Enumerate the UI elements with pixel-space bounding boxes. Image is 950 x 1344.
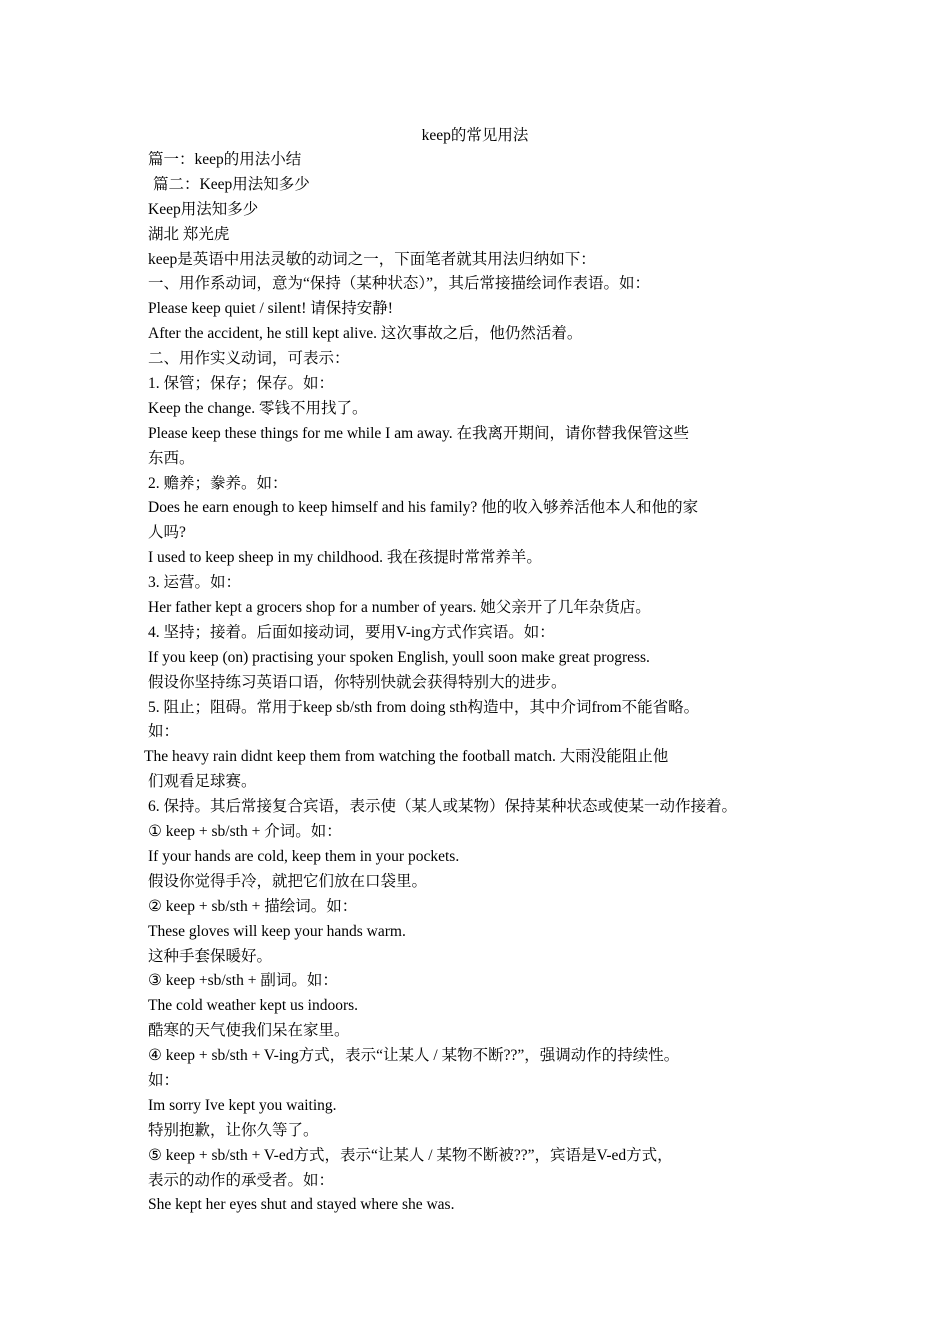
text-line: 1. 保管；保存；保存。如： (148, 375, 335, 393)
text-line: 湖北 郑光虎 (148, 225, 230, 243)
text-line: Please keep quiet / silent! 请保持安静! (148, 300, 393, 318)
text-line: The cold weather kept us indoors. (148, 997, 359, 1015)
text-line: 6. 保持。其后常接复合宾语，表示使（某人或某物）保持某种状态或使某一动作接着。 (148, 798, 738, 816)
text-line: Keep用法知多少 (148, 200, 259, 218)
text-line: 们观看足球赛。 (148, 773, 257, 791)
text-line: ⑤ keep + sb/sth + V-ed方式，表示“让某人 / 某物不断被??”，宾语是V-ed方式， (148, 1146, 673, 1164)
text-line: 2. 赡养；豢养。如： (148, 474, 288, 492)
text-line: ② keep + sb/sth + 描绘词。如： (148, 897, 358, 915)
text-line: 如： (148, 723, 180, 741)
text-line: 二、用作实义动词，可表示： (148, 350, 350, 368)
text-line: If your hands are cold, keep them in your pockets. (148, 847, 460, 865)
text-line: ④ keep + sb/sth + V-ing方式，表示“让某人 / 某物不断??”，强调动作的持续性。 (148, 1047, 680, 1065)
text-line: These gloves will keep your hands warm. (148, 922, 406, 940)
text-line: I used to keep sheep in my childhood. 我在孩提时常常养羊。 (148, 549, 542, 567)
text-line: 特别抱歉，让你久等了。 (148, 1121, 319, 1139)
document-title: keep的常见用法 (421, 127, 529, 144)
text-line: Does he earn enough to keep himself and his family? 他的收入够养活他本人和他的家 (148, 499, 699, 517)
text-line: 3. 运营。如： (148, 574, 242, 592)
text-line: 假设你坚持练习英语口语，你特别快就会获得特别大的进步。 (148, 673, 567, 691)
text-line: Please keep these things for me while I am away. 在我离开期间，请你替我保管这些 (148, 424, 689, 442)
text-line: Im sorry Ive kept you waiting. (148, 1096, 337, 1114)
text-line: She kept her eyes shut and stayed where she was. (148, 1196, 455, 1214)
text-line: 4. 坚持；接着。后面如接动词，要用V-ing方式作宾语。如： (148, 623, 555, 641)
text-line: 一、用作系动词，意为“保持（某种状态）”，其后常接描绘词作表语。如： (148, 275, 651, 293)
text-line: 东西。 (148, 449, 195, 467)
text-line: ③ keep +sb/sth + 副词。如： (148, 972, 338, 990)
text-line: Her father kept a grocers shop for a number of years. 她父亲开了几年杂货店。 (148, 599, 651, 617)
text-line: Keep the change. 零钱不用找了。 (148, 399, 368, 417)
text-line: 这种手套保暖好。 (148, 947, 273, 965)
text-line: After the accident, he still kept alive. 这次事故之后，他仍然活着。 (148, 325, 583, 343)
text-line: 篇二：Keep用法知多少 (153, 175, 310, 193)
text-line: keep是英语中用法灵敏的动词之一，下面笔者就其用法归纳如下： (148, 250, 596, 268)
text-line: 表示的动作的承受者。如： (148, 1171, 335, 1189)
document-body (144, 148, 908, 1218)
text-line: If you keep (on) practising your spoken English, youll soon make great progress. (148, 648, 650, 666)
text-line: 篇一：keep的用法小结 (148, 151, 302, 168)
text-line: 人吗? (148, 524, 186, 542)
text-line: 假设你觉得手冷，就把它们放在口袋里。 (148, 872, 428, 890)
text-line: 如： (148, 1071, 180, 1089)
text-line: ① keep + sb/sth + 介词。如： (148, 823, 342, 841)
text-line: 酷寒的天气使我们呆在家里。 (148, 1022, 350, 1040)
text-line: 5. 阻止；阻碍。常用于keep sb/sth from doing sth构造中，其中介词from不能省略。 (148, 698, 700, 716)
text-line: The heavy rain didnt keep them from watching the football match. 大雨没能阻止他 (144, 748, 669, 766)
